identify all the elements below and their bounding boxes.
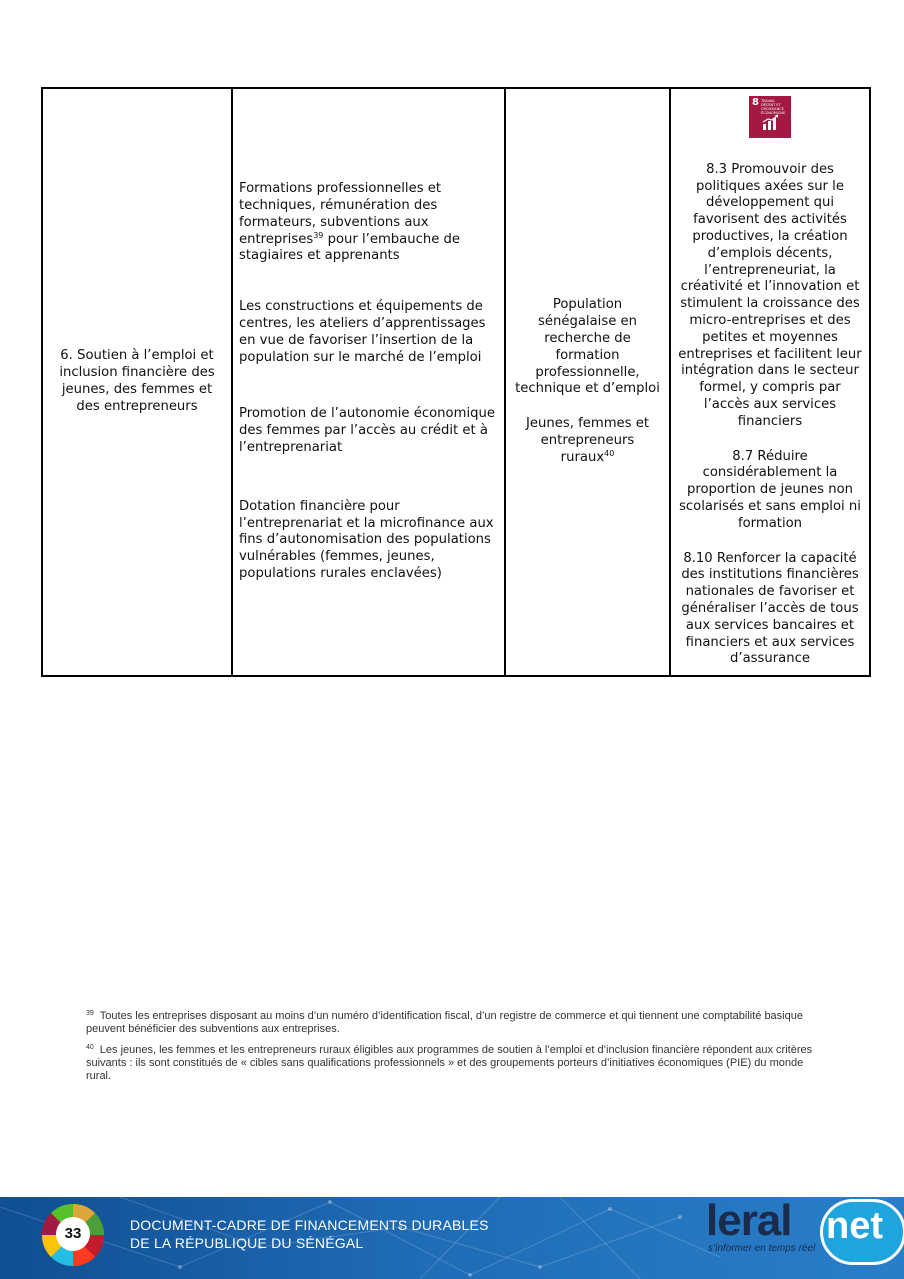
activities-cell [232, 88, 505, 676]
activity-text-part: Formations professionnelles et techniques, rémunération des formateurs, subventions aux entreprises [239, 181, 442, 247]
footnotes [86, 1010, 826, 1091]
sdg-targets-cell [670, 88, 870, 676]
page-number: 33 [56, 1217, 90, 1251]
footnote [86, 1010, 826, 1036]
document-title-line: DE LA RÉPUBLIQUE DU SÉNÉGAL [130, 1235, 364, 1251]
activity-text: Les constructions et équipements de centres, les ateliers d’apprentissages en vue de favoriser l’insertion de la population sur le marché de l’emploi [239, 299, 486, 365]
logo-text-leral: leral [706, 1197, 792, 1245]
activity-text [239, 181, 498, 265]
beneficiaries-cell [505, 88, 670, 676]
footnote-text: Toutes les entreprises disposant au moins d’un numéro d’identification fiscal, d’un registre de commerce et qui tiennent une comptabilité basique peuvent bénéficier des subventions aux entreprises. [86, 1010, 803, 1035]
footnote-ref[interactable]: 39 [313, 230, 324, 240]
footnote-number: 39 [86, 1010, 94, 1017]
sdg-number: 8 [752, 96, 759, 108]
sdg-target-text: 8.3 Promouvoir des politiques axées sur le développement qui favorisent des activités productives, la création d’emplois décents, l’entrepreneuriat, la créativité et l’innovation et stimulent la croissance des micro-entreprises et des petites et moyennes entreprises et facilitent leur intégration dans le secteur formel, y compris par l’accès aux services financiers [678, 161, 862, 429]
activity-text: Dotation financière pour l’entreprenariat et la microfinance aux fins d’autonomisation des populations vulnérables (femmes, jeunes, populations rurales enclavées) [239, 498, 494, 581]
document-title [130, 1216, 489, 1252]
footnote-ref[interactable]: 40 [604, 448, 615, 458]
sdg-target-text: 8.10 Renforcer la capacité des institutions financières nationales de favoriser et généraliser l’accès de tous aux services bancaires et financiers et aux services d’assurance [681, 550, 859, 667]
beneficiary-text-part: Jeunes, femmes et entrepreneurs ruraux [526, 416, 649, 465]
leralnet-logo [706, 1199, 904, 1279]
footnote [86, 1044, 826, 1083]
sdg-target-text: 8.7 Réduire considérablement la proportion de jeunes non scolarisés et sans emploi ni formation [679, 448, 861, 531]
table-row [42, 88, 870, 676]
footnote-text: Les jeunes, les femmes et les entrepreneurs ruraux éligibles aux programmes de soutien à l’emploi et d’inclusion financière répondent aux critères suivants : ils sont constitués de « cibles sans qualifications professionnels » et des groupements porteurs d’initiatives économiques (PIE) du monde rural. [86, 1044, 813, 1082]
logo-tagline: s’informer en temps réel [708, 1243, 816, 1254]
sdg-mapping-table [41, 87, 871, 677]
beneficiary-text: Population sénégalaise en recherche de formation professionnelle, technique et d’emploi [515, 297, 660, 397]
footnote-number: 40 [86, 1044, 94, 1051]
beneficiary-text [512, 416, 663, 466]
logo-text-net: net [826, 1205, 883, 1247]
activity-text-part: pour l’embauche de stagiaires et apprenants [239, 231, 461, 264]
activity-text: Promotion de l’autonomie économique des femmes par l’accès au crédit et à l’entreprenariat [239, 406, 495, 455]
program-cell [42, 88, 232, 676]
growth-chart-icon [762, 114, 780, 130]
sdg-label: TRAVAIL DÉCENT ET CROISSANCE ÉCONOMIQUE [761, 98, 786, 115]
document-title-line: DOCUMENT-CADRE DE FINANCEMENTS DURABLES [130, 1217, 489, 1233]
program-title: 6. Soutien à l’emploi et inclusion financière des jeunes, des femmes et des entrepreneurs [59, 348, 215, 414]
sdg-8-icon [749, 96, 791, 138]
page-footer [0, 1197, 904, 1279]
